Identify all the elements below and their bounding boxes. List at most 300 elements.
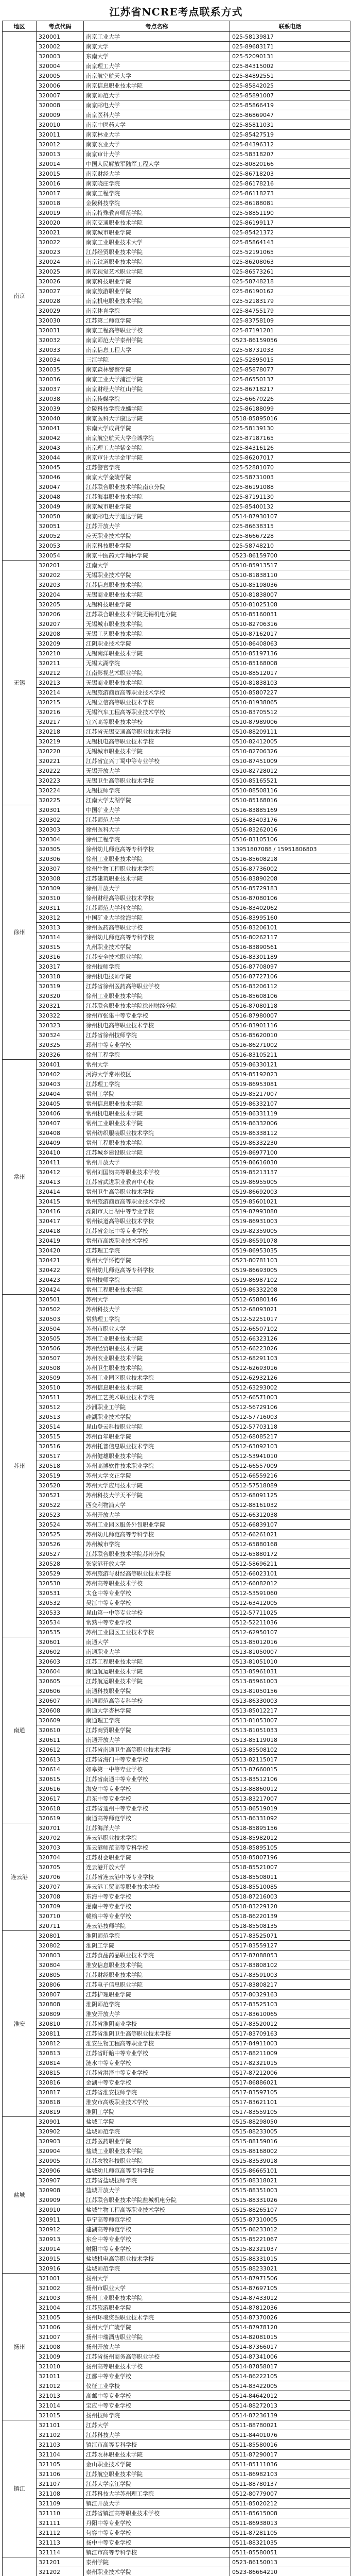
phone-cell: 0518-83229120 <box>230 1902 350 1911</box>
name-cell: 江苏建筑职业技术学院 <box>84 874 230 884</box>
name-cell: 江南大学 <box>84 561 230 570</box>
code-cell: 320708 <box>37 1892 84 1902</box>
table-row <box>3 805 350 815</box>
table-row <box>3 2039 350 2048</box>
table-row <box>3 1099 350 1109</box>
code-cell: 320326 <box>37 1050 84 1060</box>
code-cell: 320301 <box>37 805 84 815</box>
table-row <box>3 952 350 962</box>
table-row <box>3 2205 350 2215</box>
phone-cell: 025-86188081 <box>230 198 350 208</box>
phone-cell: 0511-87290017 <box>230 2450 350 2460</box>
code-cell: 320508 <box>37 1363 84 1373</box>
code-cell: 320533 <box>37 1608 84 1618</box>
code-cell: 320902 <box>37 2127 84 2137</box>
table-row <box>3 1696 350 1706</box>
code-cell: 320028 <box>37 296 84 306</box>
code-cell: 321013 <box>37 2391 84 2401</box>
code-cell: 321003 <box>37 2293 84 2303</box>
phone-cell: 0512-56729106 <box>230 1402 350 1412</box>
phone-cell: 025-86550137 <box>230 375 350 384</box>
name-cell: 扬州工业职业技术学院 <box>84 2293 230 2303</box>
name-cell: 镇江市高等专科学校 <box>84 2440 230 2450</box>
table-row <box>3 1461 350 1471</box>
table-row <box>3 2469 350 2479</box>
name-cell: 苏州开放大学 <box>84 1510 230 1520</box>
table-row <box>3 1177 350 1187</box>
table-row <box>3 737 350 747</box>
table-row <box>3 1549 350 1559</box>
table-row <box>3 1383 350 1393</box>
code-cell: 320051 <box>37 521 84 531</box>
name-cell: 东台中等专业学校 <box>84 2234 230 2244</box>
code-cell: 320009 <box>37 110 84 120</box>
phone-cell: 0518-85521007 <box>230 1862 350 1872</box>
phone-cell: 025-87187165 <box>230 433 350 443</box>
header-phone: 联系电话 <box>230 21 350 32</box>
name-cell: 宝应中等专业学校 <box>84 2401 230 2411</box>
code-cell: 320201 <box>37 561 84 570</box>
code-cell: 320037 <box>37 384 84 394</box>
phone-cell: 0513-85961003 <box>230 1676 350 1686</box>
name-cell: 江苏航空职业技术学院 <box>84 2469 230 2479</box>
table-row <box>3 619 350 629</box>
code-cell: 321102 <box>37 2430 84 2440</box>
phone-cell: 025-52191065 <box>230 247 350 257</box>
phone-cell: 0515-87310005 <box>230 2215 350 2225</box>
phone-cell: 0510-81838007 <box>230 590 350 600</box>
phone-cell: 0510-82728012 <box>230 766 350 776</box>
table-row <box>3 71 350 81</box>
region-cell: 无锡 <box>3 561 37 805</box>
phone-cell: 0514-84642012 <box>230 2391 350 2401</box>
phone-cell: 0511-85580016 <box>230 2440 350 2450</box>
phone-cell: 0518-85510085 <box>230 1882 350 1892</box>
name-cell: 无锡职业技术学院 <box>84 570 230 580</box>
region-cell: 南通 <box>3 1637 37 1823</box>
code-cell: 320912 <box>37 2225 84 2234</box>
code-cell: 320804 <box>37 1960 84 1970</box>
phone-cell: 025-85421372 <box>230 228 350 238</box>
phone-cell: 0518-85895156 <box>230 1823 350 1833</box>
table-row <box>3 2528 350 2538</box>
name-cell: 南通大学杏林学院 <box>84 1706 230 1716</box>
name-cell: 江苏经贸职业技术学院 <box>84 247 230 257</box>
code-cell: 320316 <box>37 952 84 962</box>
name-cell: 苏州大学应用技术学院 <box>84 1481 230 1490</box>
phone-cell: 025-86190162 <box>230 286 350 296</box>
code-cell: 320034 <box>37 355 84 365</box>
name-cell: 苏州百年职业学院 <box>84 1432 230 1442</box>
phone-cell: 0514-83422005 <box>230 2381 350 2391</box>
table-row <box>3 727 350 737</box>
name-cell: 连云港技师学院 <box>84 1921 230 1931</box>
table-row <box>3 208 350 218</box>
code-cell: 320006 <box>37 81 84 91</box>
name-cell: 东南大学成贤学院 <box>84 423 230 433</box>
name-cell: 南通航运职业技术学院 <box>84 1667 230 1676</box>
name-cell: 南通开放大学 <box>84 1735 230 1745</box>
table-row <box>3 1774 350 1784</box>
phone-cell: 0516-83262016 <box>230 825 350 835</box>
name-cell: 盐城生物工程高等职业技术学校 <box>84 2205 230 2215</box>
code-cell: 320413 <box>37 1177 84 1187</box>
table-header <box>3 21 350 32</box>
table-row <box>3 1951 350 1960</box>
phone-cell: 0523-80781103 <box>230 1256 350 1265</box>
name-cell: 连云港职业技术学院 <box>84 1833 230 1843</box>
phone-cell: 0512-62950107 <box>230 1628 350 1637</box>
name-cell: 昆山登云科技职业学院 <box>84 1422 230 1432</box>
phone-cell: 0518-85895105 <box>230 1843 350 1853</box>
phone-cell: 0511-85020212 <box>230 2499 350 2509</box>
phone-cell: 0512-53591060 <box>230 1588 350 1598</box>
code-cell: 320515 <box>37 1432 84 1442</box>
code-cell: 320023 <box>37 247 84 257</box>
phone-cell: 0514-87971506 <box>230 2274 350 2283</box>
name-cell: 扬州市职业大学 <box>84 2283 230 2293</box>
phone-cell: 0515-88331015 <box>230 2254 350 2264</box>
table-row <box>3 2450 350 2460</box>
code-cell: 321015 <box>37 2411 84 2420</box>
phone-cell: 0516-83206101 <box>230 923 350 933</box>
code-cell: 320421 <box>37 1256 84 1265</box>
phone-cell: 0515-88233021 <box>230 2264 350 2274</box>
name-cell: 南京科技职业学院 <box>84 277 230 286</box>
code-cell: 320512 <box>37 1402 84 1412</box>
code-cell: 320208 <box>37 629 84 639</box>
table-row <box>3 149 350 159</box>
name-cell: 宜兴高等职业技术学校 <box>84 717 230 727</box>
code-cell: 320516 <box>37 1442 84 1451</box>
phone-cell: 0519-86332006 <box>230 1118 350 1128</box>
table-row <box>3 1490 350 1500</box>
code-cell: 320035 <box>37 365 84 375</box>
name-cell: 南京邮电大学 <box>84 100 230 110</box>
name-cell: 盐城工业职业技术学院 <box>84 2146 230 2156</box>
code-cell: 320534 <box>37 1618 84 1628</box>
phone-cell: 0519-86330121 <box>230 1060 350 1070</box>
code-cell: 320707 <box>37 1882 84 1892</box>
phone-cell: 0510-85198036 <box>230 580 350 590</box>
table-row <box>3 32 350 42</box>
table-row <box>3 1823 350 1833</box>
phone-cell: 025-52895015 <box>230 355 350 365</box>
name-cell: 淮安信息职业技术学院 <box>84 1960 230 1970</box>
table-row <box>3 1393 350 1402</box>
code-cell: 320605 <box>37 1676 84 1686</box>
table-row <box>3 844 350 854</box>
name-cell: 常州开放大学 <box>84 1158 230 1167</box>
code-cell: 320401 <box>37 1060 84 1070</box>
name-cell: 徐州市张集中等专业学校 <box>84 1011 230 1021</box>
name-cell: 扬中中等专业学校 <box>84 2538 230 2548</box>
phone-cell: 0511-87281105 <box>230 2528 350 2538</box>
name-cell: 常熟中等专业学校 <box>84 1618 230 1628</box>
phone-cell: 025-86638315 <box>230 521 350 531</box>
code-cell: 320002 <box>37 42 84 52</box>
phone-cell: 0516-87080118 <box>230 1001 350 1011</box>
code-cell: 320039 <box>37 404 84 414</box>
table-row <box>3 414 350 423</box>
table-row <box>3 1970 350 1980</box>
code-cell: 320318 <box>37 972 84 981</box>
name-cell: 南京体育学院 <box>84 306 230 316</box>
table-row <box>3 1598 350 1608</box>
phone-cell: 025-87191201 <box>230 326 350 335</box>
table-row <box>3 1559 350 1569</box>
phone-cell: 0513-86330003 <box>230 1696 350 1706</box>
phone-cell: 0510-82706316 <box>230 619 350 629</box>
phone-cell: 0512-63293002 <box>230 1383 350 1393</box>
code-cell: 320015 <box>37 169 84 179</box>
code-cell: 320810 <box>37 2019 84 2029</box>
code-cell: 320612 <box>37 1745 84 1755</box>
code-cell: 320603 <box>37 1657 84 1667</box>
table-row <box>3 2097 350 2107</box>
table-row <box>3 972 350 981</box>
table-row <box>3 795 350 805</box>
code-cell: 320535 <box>37 1628 84 1637</box>
phone-cell: 0512-66559216 <box>230 1471 350 1481</box>
code-cell: 320031 <box>37 326 84 335</box>
phone-cell: 0514-87978120 <box>230 2323 350 2332</box>
table-row <box>3 786 350 795</box>
phone-cell: 0510-81838103 <box>230 678 350 688</box>
code-cell: 321106 <box>37 2469 84 2479</box>
name-cell: 无锡开放大学 <box>84 766 230 776</box>
name-cell: 徐州医药高等职业学校 <box>84 923 230 933</box>
table-row <box>3 100 350 110</box>
phone-cell: 0514-87812036 <box>230 2303 350 2313</box>
code-cell: 321010 <box>37 2362 84 2371</box>
code-cell: 320011 <box>37 130 84 140</box>
name-cell: 南京城市职业学院 <box>84 502 230 512</box>
code-cell: 321009 <box>37 2352 84 2362</box>
table-row <box>3 2489 350 2499</box>
code-cell: 321007 <box>37 2332 84 2342</box>
table-row <box>3 375 350 384</box>
code-cell: 320013 <box>37 149 84 159</box>
region-cell <box>3 2557 37 2576</box>
name-cell: 常州技师学院 <box>84 1275 230 1285</box>
phone-cell: 0510-88512017 <box>230 668 350 678</box>
name-cell: 淮安生物工程高等职业学校 <box>84 2039 230 2048</box>
table-row <box>3 2509 350 2518</box>
code-cell: 320617 <box>37 1794 84 1804</box>
code-cell: 320815 <box>37 2068 84 2078</box>
code-cell: 320029 <box>37 306 84 316</box>
phone-cell: 0517-84911003 <box>230 2039 350 2048</box>
name-cell: 连云港开放大学 <box>84 1862 230 1872</box>
phone-cell: 0516-85608218 <box>230 854 350 864</box>
table-row <box>3 1539 350 1549</box>
name-cell: 高邮中等专业学校 <box>84 2391 230 2401</box>
code-cell: 320817 <box>37 2088 84 2097</box>
code-cell: 320814 <box>37 2058 84 2068</box>
name-cell: 无锡商业职业技术学院 <box>84 590 230 600</box>
table-row <box>3 1755 350 1765</box>
phone-cell: 0519-86953035 <box>230 1246 350 1256</box>
code-cell: 320314 <box>37 933 84 942</box>
phone-cell: 0513-81051033 <box>230 1725 350 1735</box>
code-cell: 320046 <box>37 472 84 482</box>
table-row <box>3 1892 350 1902</box>
phone-cell: 025-58318207 <box>230 149 350 159</box>
name-cell: 苏州高博软件技术职业学院 <box>84 1461 230 1471</box>
name-cell: 江苏省盱眙中等专业学校 <box>84 2048 230 2058</box>
phone-cell: 0516-83105211 <box>230 1050 350 1060</box>
code-cell: 320315 <box>37 942 84 952</box>
table-row <box>3 1295 350 1304</box>
phone-cell: 0517-87212006 <box>230 2068 350 2078</box>
phone-cell: 0512-57716003 <box>230 1412 350 1422</box>
name-cell: 江苏联合职业技术学院无锡机电分院 <box>84 609 230 619</box>
code-cell: 320420 <box>37 1246 84 1256</box>
phone-cell: 0512-63092103 <box>230 1442 350 1451</box>
name-cell: 邳州中等专业学校 <box>84 1040 230 1050</box>
name-cell: 南京工业大学 <box>84 32 230 42</box>
table-row <box>3 2127 350 2137</box>
phone-cell: 0512-57703118 <box>230 1422 350 1432</box>
code-cell: 320816 <box>37 2078 84 2088</box>
name-cell: 九州职业技术学院 <box>84 942 230 952</box>
code-cell: 320004 <box>37 61 84 71</box>
name-cell: 江苏联合职业技术学院苏州分院 <box>84 1549 230 1559</box>
code-cell: 320501 <box>37 1295 84 1304</box>
table-row <box>3 1588 350 1598</box>
code-cell: 320619 <box>37 1814 84 1823</box>
phone-cell: 0514-87697105 <box>230 2283 350 2293</box>
code-cell: 320517 <box>37 1451 84 1461</box>
phone-cell: 0510-81025108 <box>230 600 350 609</box>
name-cell: 徐州工程学院 <box>84 835 230 844</box>
name-cell: 南京科技职业学院 <box>84 541 230 551</box>
code-cell: 320502 <box>37 1304 84 1314</box>
code-cell: 320518 <box>37 1461 84 1471</box>
phone-cell: 0512-62932126 <box>230 1373 350 1383</box>
phone-cell: 025-52183179 <box>230 296 350 306</box>
name-cell: 江苏省南通卫生高等职业技术学校 <box>84 1745 230 1755</box>
name-cell: 南通师范高等专科学校 <box>84 1696 230 1706</box>
table-row <box>3 433 350 443</box>
table-row <box>3 42 350 52</box>
table-row <box>3 423 350 433</box>
header-name: 考点名称 <box>84 21 230 32</box>
name-cell: 徐州技师学院 <box>84 962 230 972</box>
code-cell: 320216 <box>37 707 84 717</box>
name-cell: 无锡技师学院 <box>84 786 230 795</box>
phone-cell: 0523-86664210 <box>230 2567 350 2576</box>
phone-cell: 025-86718203 <box>230 169 350 179</box>
table-row <box>3 551 350 561</box>
phone-cell: 0512-65880146 <box>230 1295 350 1304</box>
phone-cell: 0523-86150013 <box>230 2557 350 2567</box>
table-row <box>3 1050 350 1060</box>
phone-cell: 0523-86159056 <box>230 335 350 345</box>
table-row <box>3 1814 350 1823</box>
phone-cell: 025-85866419 <box>230 100 350 110</box>
table-row <box>3 2313 350 2323</box>
name-cell: 江苏旅游职业学院 <box>84 2303 230 2313</box>
table-row <box>3 1843 350 1853</box>
table-row <box>3 2352 350 2362</box>
phone-cell: 0519-86931003 <box>230 1216 350 1226</box>
code-cell: 320024 <box>37 257 84 267</box>
table-row <box>3 1911 350 1921</box>
table-row <box>3 2078 350 2088</box>
name-cell: 南京晓庄学院 <box>84 179 230 189</box>
code-cell: 320221 <box>37 756 84 766</box>
table-row <box>3 1344 350 1353</box>
table-row <box>3 1931 350 1941</box>
phone-cell: 0519-86693005 <box>230 1265 350 1275</box>
region-cell: 徐州 <box>3 805 37 1060</box>
phone-cell: 025-85878077 <box>230 365 350 375</box>
code-cell: 320610 <box>37 1725 84 1735</box>
table-row <box>3 1657 350 1667</box>
code-cell: 320803 <box>37 1951 84 1960</box>
phone-cell: 0519-87993080 <box>230 1207 350 1216</box>
name-cell: 南京审计大学 <box>84 149 230 159</box>
name-cell: 南京航空航天大学 <box>84 71 230 81</box>
code-cell: 320613 <box>37 1755 84 1765</box>
name-cell: 江苏电子信息职业学院 <box>84 1980 230 1990</box>
table-row <box>3 1618 350 1628</box>
phone-cell: 0513-85961031 <box>230 1667 350 1676</box>
code-cell: 320033 <box>37 345 84 355</box>
name-cell: 苏州大学文正学院 <box>84 1471 230 1481</box>
code-cell: 320224 <box>37 786 84 795</box>
phone-cell: 0519-86987102 <box>230 1275 350 1285</box>
phone-cell: 0510-88209111 <box>230 727 350 737</box>
region-cell: 扬州 <box>3 2274 37 2420</box>
phone-cell: 0523-86159700 <box>230 551 350 561</box>
phone-cell: 025-83758109 <box>230 316 350 326</box>
table-row <box>3 335 350 345</box>
code-cell: 320324 <box>37 1030 84 1040</box>
code-cell: 320038 <box>37 394 84 404</box>
phone-cell: 0519-86977100 <box>230 1148 350 1158</box>
table-row <box>3 2430 350 2440</box>
table-row <box>3 61 350 71</box>
table-row <box>3 1676 350 1686</box>
name-cell: 徐州财经高等职业技术学校 <box>84 893 230 903</box>
name-cell: 金湖中等专业学校 <box>84 2078 230 2088</box>
code-cell: 320614 <box>37 1765 84 1774</box>
code-cell: 320025 <box>37 267 84 277</box>
name-cell: 南通理工学院 <box>84 1716 230 1725</box>
name-cell: 常州旅游商贸高等职业技术学校 <box>84 1197 230 1207</box>
code-cell: 320514 <box>37 1422 84 1432</box>
name-cell: 南京医科大学康达学院 <box>84 414 230 423</box>
code-cell: 321011 <box>37 2371 84 2381</box>
code-cell: 320416 <box>37 1207 84 1216</box>
table-row <box>3 2371 350 2381</box>
phone-cell: 025-85811031 <box>230 120 350 130</box>
code-cell: 320053 <box>37 541 84 551</box>
table-row <box>3 600 350 609</box>
phone-cell: 0512-66082012 <box>230 1579 350 1588</box>
name-cell: 苏州高等职业技术学校 <box>84 1579 230 1588</box>
phone-cell: 025-85427519 <box>230 130 350 140</box>
region-cell: 镇江 <box>3 2420 37 2557</box>
table-row <box>3 2538 350 2548</box>
table-row <box>3 2283 350 2293</box>
table-row <box>3 1862 350 1872</box>
phone-cell: 0511-84401076 <box>230 2430 350 2440</box>
table-row <box>3 2019 350 2029</box>
